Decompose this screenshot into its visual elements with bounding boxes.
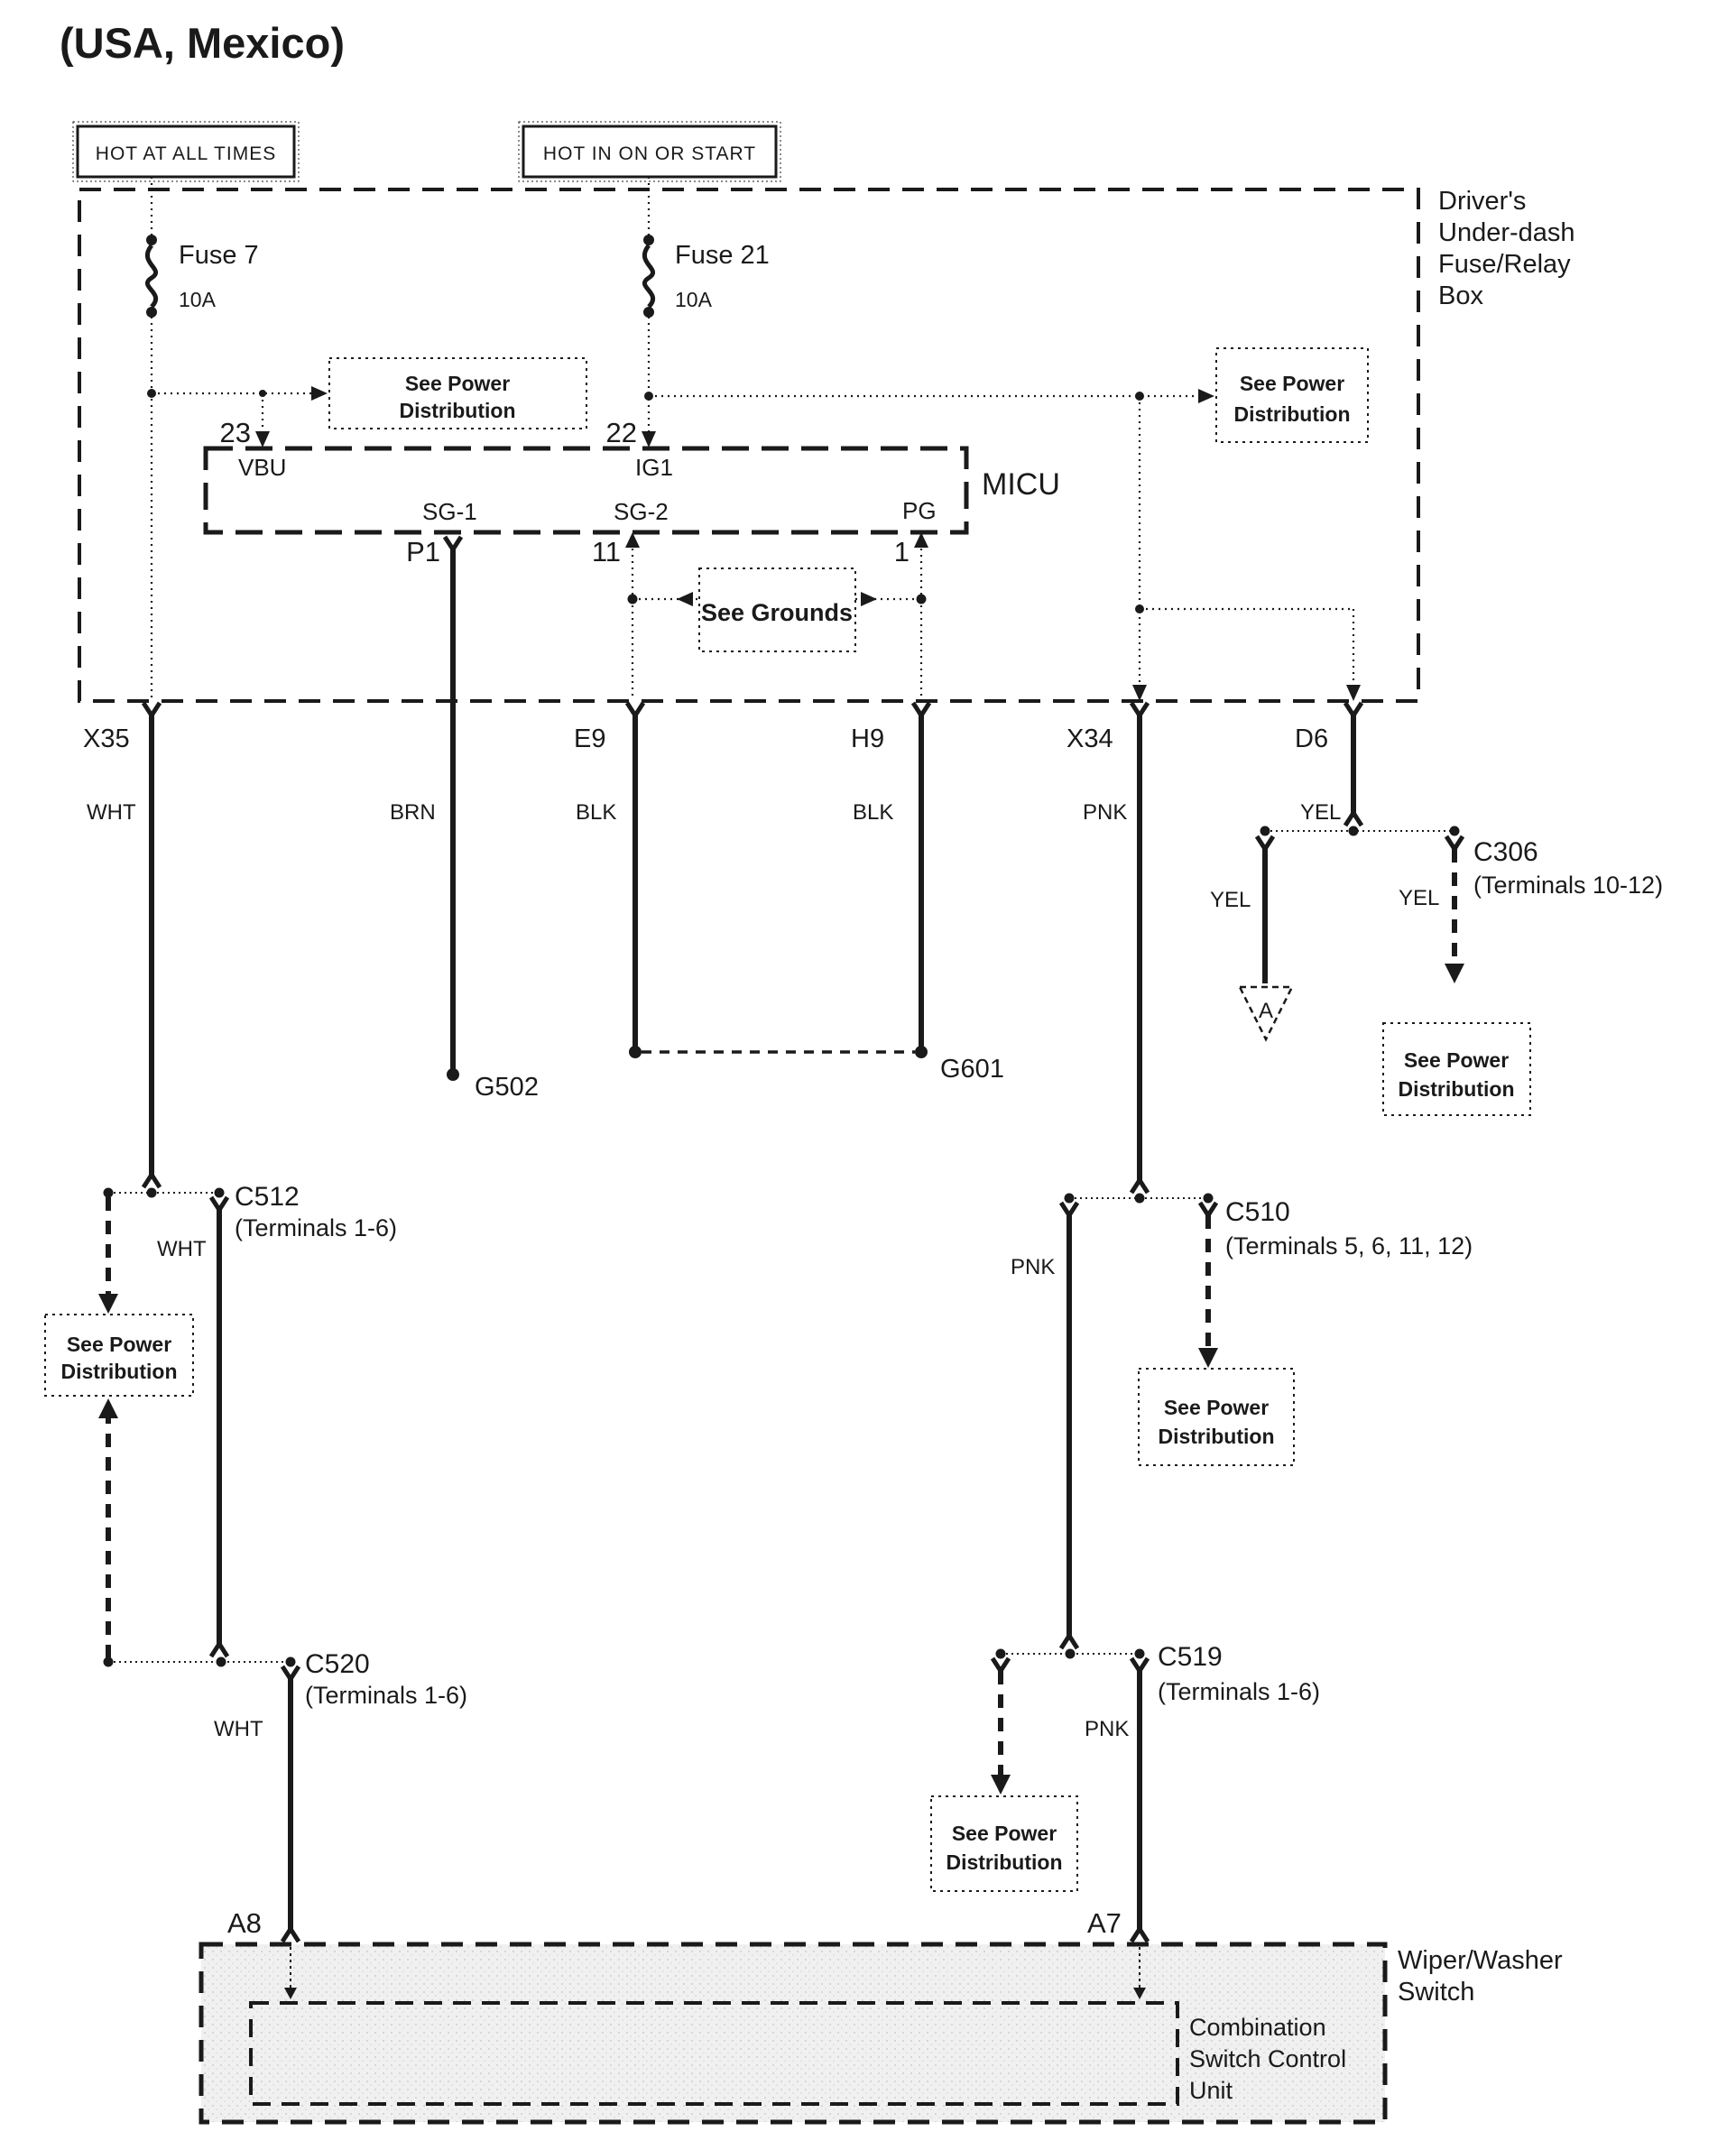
power-banners (73, 122, 780, 181)
see-power-label-line2: Distribution (1233, 402, 1351, 426)
connector-fork (211, 1197, 227, 1210)
arrowhead (991, 1775, 1011, 1795)
arrowhead (1132, 685, 1147, 701)
connector-fork (1061, 1203, 1077, 1215)
junction-dot (1260, 826, 1270, 836)
fuse-relay-box-label-line3: Fuse/Relay (1438, 250, 1571, 279)
junction-dot (147, 1188, 157, 1198)
arrowhead (677, 592, 693, 606)
ref-see-power-distribution-2 (1132, 348, 1368, 701)
junction-dot (286, 1657, 296, 1667)
connector-fork (1446, 836, 1463, 849)
micu-pin-sg1: SG-1 (422, 498, 477, 525)
arrowhead (625, 532, 640, 548)
fuse7-circuit (146, 177, 314, 698)
arrowhead (861, 592, 877, 606)
see-power-label-line2: Distribution (946, 1850, 1063, 1874)
fuse7-rating: 10A (179, 288, 216, 311)
switch-label-line2: Switch (1398, 1978, 1475, 2007)
connector-c510-id: C510 (1225, 1197, 1290, 1227)
wire-color-wht: WHT (87, 800, 136, 825)
connector-x34-id: X34 (1067, 724, 1113, 753)
connector-fork (913, 703, 929, 715)
wire-color-pnk: PNK (1011, 1255, 1056, 1279)
wire-color-yel: YEL (1210, 888, 1251, 912)
see-power-label-line2: Distribution (1158, 1425, 1275, 1448)
junction-dot (1135, 1649, 1145, 1659)
fuse-terminal-dot (146, 307, 157, 318)
wire-color-blk: BLK (576, 800, 617, 825)
connector-fork (993, 1658, 1009, 1671)
arrowhead (1198, 389, 1214, 403)
connector-c512-terminals: (Terminals 1-6) (235, 1214, 398, 1241)
wire-color-blk: BLK (853, 800, 894, 825)
micu-pin-pg: PG (902, 497, 937, 524)
connector-fork (143, 703, 160, 715)
connector-c306-id: C306 (1473, 837, 1538, 867)
connector-c520-id: C520 (305, 1649, 370, 1679)
ref-see-grounds (628, 536, 927, 698)
connector-fork (1345, 703, 1362, 715)
micu-pin-ig1: IG1 (635, 454, 673, 481)
grounds (447, 1046, 1004, 1102)
combination-unit-label-line3: Unit (1189, 2077, 1233, 2104)
switch-pin-a7: A7 (1087, 1907, 1122, 1939)
c510-junction (1011, 1194, 1473, 1649)
see-power-label-line1: See Power (404, 372, 511, 395)
junction-dot (215, 1188, 225, 1198)
junction-dot (1135, 1194, 1145, 1204)
connector-h9-id: H9 (851, 724, 885, 753)
fuse-relay-box-label-line2: Under-dash (1438, 218, 1575, 247)
page-title: (USA, Mexico) (60, 19, 345, 67)
fuse21-pin-number: 22 (605, 417, 637, 448)
connector-fork (627, 703, 643, 715)
combination-unit-label-line2: Switch Control (1189, 2045, 1347, 2072)
connector-fork (1200, 1203, 1216, 1215)
connector-fork (282, 1666, 299, 1679)
arrowhead (311, 386, 328, 401)
see-power-label-line1: See Power (1239, 372, 1345, 395)
wire-color-wht: WHT (214, 1717, 263, 1741)
micu-terminal-1: 1 (893, 536, 910, 567)
ground-dot (629, 1046, 642, 1058)
junction-dot (1066, 1649, 1076, 1659)
arrowhead (1198, 1348, 1218, 1368)
option-triangle-label: A (1258, 999, 1274, 1023)
connector-c519-id: C519 (1158, 1642, 1223, 1672)
wiper-washer-switch (201, 1907, 1563, 2122)
see-power-label-line1: See Power (1403, 1048, 1510, 1072)
junction-dot (104, 1657, 114, 1667)
arrowhead (1346, 685, 1361, 701)
fuse-element-symbol (644, 245, 652, 307)
ground-dot-g601 (915, 1046, 928, 1058)
connector-fork (445, 537, 461, 549)
connector-c512-id: C512 (235, 1182, 300, 1212)
connector-x35-id: X35 (83, 724, 130, 753)
fuse21-name: Fuse 21 (675, 241, 770, 270)
banner-hot-at-all-times-label: HOT AT ALL TIMES (95, 143, 277, 164)
connector-fork (1061, 1636, 1077, 1648)
fuse-element-symbol (147, 245, 155, 307)
wire-color-pnk: PNK (1083, 800, 1128, 825)
micu-terminal-p1: P1 (406, 536, 440, 567)
wire-color-brn: BRN (390, 800, 436, 825)
junction-dot (996, 1649, 1006, 1659)
arrowhead (1445, 964, 1464, 983)
connector-c306-terminals: (Terminals 10-12) (1473, 872, 1664, 899)
micu-outline (206, 448, 966, 532)
arrowhead (98, 1398, 118, 1418)
micu-name: MICU (982, 467, 1060, 502)
switch-label-line1: Wiper/Washer (1398, 1946, 1563, 1975)
see-power-label-line1: See Power (66, 1333, 172, 1356)
ground-g601-label: G601 (940, 1055, 1004, 1084)
connector-fork (1131, 1929, 1148, 1942)
ground-g502-label: G502 (475, 1073, 539, 1102)
c520-junction (98, 1398, 467, 1929)
see-grounds-label: See Grounds (700, 599, 854, 626)
junction-dot (104, 1188, 114, 1198)
fuse21-rating: 10A (675, 288, 712, 311)
connector-fork (1131, 1180, 1148, 1193)
micu-pin-vbu: VBU (238, 454, 287, 481)
junction-dot (217, 1657, 226, 1667)
connector-e9-id: E9 (574, 724, 606, 753)
see-power-label-line2: Distribution (60, 1360, 178, 1383)
connector-fork (1345, 813, 1362, 826)
fuse-terminal-dot (643, 307, 654, 318)
arrowhead (98, 1294, 118, 1314)
see-power-label-line2: Distribution (1398, 1077, 1515, 1101)
connector-c519-terminals: (Terminals 1-6) (1158, 1678, 1321, 1705)
connector-fork (1257, 836, 1273, 849)
see-power-label-line1: See Power (951, 1822, 1057, 1845)
connector-c520-terminals: (Terminals 1-6) (305, 1682, 468, 1709)
junction-dot (1349, 826, 1359, 836)
wire-color-yel: YEL (1399, 886, 1440, 910)
wire-color-wht: WHT (157, 1237, 207, 1261)
connector-fork (143, 1175, 160, 1187)
connector-fork (282, 1929, 299, 1942)
fuse-relay-box-label-line4: Box (1438, 281, 1483, 310)
connector-fork (211, 1644, 227, 1656)
junction-dot (1450, 826, 1460, 836)
connector-c510-terminals: (Terminals 5, 6, 11, 12) (1225, 1232, 1473, 1260)
c512-junction (45, 1182, 397, 1656)
fuse-terminal-dot (643, 235, 654, 245)
wire-color-pnk: PNK (1085, 1717, 1130, 1741)
c519-junction (931, 1642, 1320, 1929)
ground-dot-g502 (447, 1068, 459, 1081)
connector-d6-id: D6 (1295, 724, 1329, 753)
fuse21-circuit (606, 177, 1202, 448)
micu-terminal-11: 11 (591, 536, 621, 567)
fuse-box-connector-row (83, 703, 1362, 825)
combination-unit-label-line1: Combination (1189, 2014, 1326, 2041)
wire-color-yel: YEL (1300, 800, 1342, 825)
arrowhead (914, 532, 928, 548)
arrowhead (642, 431, 656, 448)
banner-hot-in-on-or-start-label: HOT IN ON OR START (542, 143, 757, 164)
fuse-terminal-dot (146, 235, 157, 245)
junction-dot (917, 595, 927, 604)
ref-box-outline (1216, 348, 1368, 442)
micu-pin-sg2: SG-2 (614, 498, 669, 525)
connector-fork (1131, 703, 1148, 715)
junction-dot (1065, 1194, 1075, 1204)
ref-see-power-distribution-1 (311, 358, 586, 429)
connector-fork (1131, 1658, 1148, 1671)
fuse7-pin-number: 23 (219, 417, 251, 448)
arrowhead (255, 431, 270, 448)
fuse7-name: Fuse 7 (179, 241, 259, 270)
main-wires (143, 537, 1362, 1193)
fuse-relay-box-label-line1: Driver's (1438, 187, 1527, 216)
junction-dot (147, 389, 156, 398)
see-power-label-line2: Distribution (399, 399, 516, 422)
c306-splice (1210, 826, 1663, 1116)
switch-pin-a8: A8 (227, 1907, 262, 1939)
see-power-label-line1: See Power (1163, 1396, 1270, 1419)
junction-dot (1204, 1194, 1214, 1204)
